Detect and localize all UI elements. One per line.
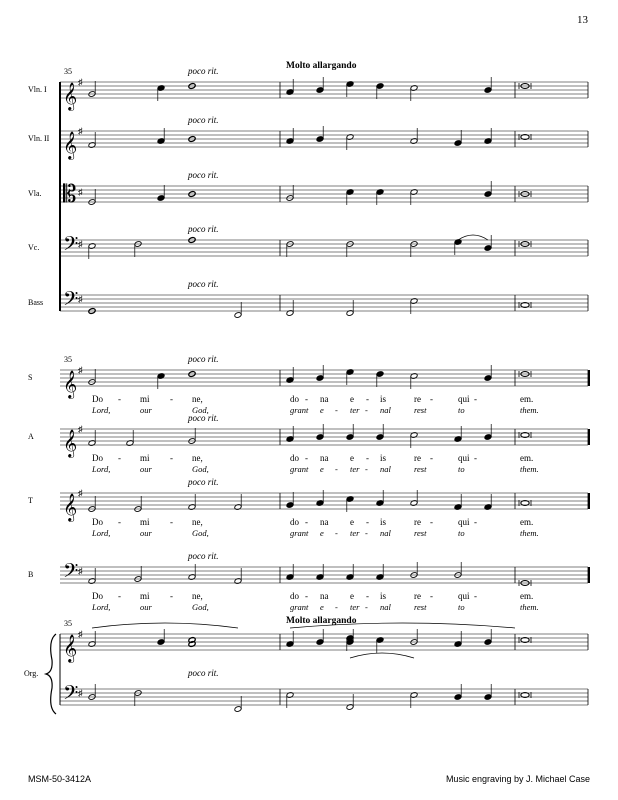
staff-bass-note bbox=[234, 312, 242, 319]
staff-vla-label: Vla. bbox=[28, 189, 42, 198]
staff-voice-s-lyric-latin: - bbox=[474, 394, 477, 404]
staff-voice-t-lyric-english: rest bbox=[414, 528, 427, 538]
staff-vc-clef-icon: 𝄢 bbox=[63, 234, 79, 260]
staff-vlni-label: Vln. I bbox=[28, 85, 47, 94]
staff-organ-treble-note bbox=[88, 641, 96, 648]
staff-vlnii-note bbox=[157, 138, 165, 145]
staff-vlnii-note bbox=[346, 134, 354, 141]
staff-voice-t-lyric-english: ter bbox=[350, 528, 360, 538]
staff-voice-a-note bbox=[484, 434, 492, 441]
staff-bass-breve-note bbox=[521, 303, 529, 308]
staff-voice-b-lyric-latin: qui bbox=[458, 591, 470, 601]
staff-vlni-note bbox=[346, 81, 354, 88]
staff-voice-a-lyric-english: nal bbox=[380, 464, 391, 474]
staff-voice-s-dynamic: poco rit. bbox=[188, 354, 219, 364]
staff-voice-s-lyric-latin: - bbox=[118, 394, 121, 404]
staff-organ-treble-clef-icon: 𝄞 bbox=[63, 636, 78, 662]
staff-voice-a-note bbox=[346, 434, 354, 441]
staff-voice-a-lyric-latin: do bbox=[290, 453, 299, 463]
staff-vlnii-sharp-icon: ♯ bbox=[78, 126, 83, 136]
staff-voice-t-breve-note bbox=[521, 501, 529, 506]
staff-vlnii-note bbox=[88, 142, 96, 149]
staff-voice-s-lyric-latin: na bbox=[320, 394, 329, 404]
staff-vc-label: Vc. bbox=[28, 243, 40, 252]
staff-voice-a-lyric-english: to bbox=[458, 464, 465, 474]
staff-voice-a-lyric-latin: - bbox=[366, 453, 369, 463]
staff-voice-a-lyric-latin: - bbox=[474, 453, 477, 463]
staff-voice-s-note bbox=[316, 375, 324, 382]
staff-voice-t-lyric-latin: qui bbox=[458, 517, 470, 527]
staff-voice-b-lyric-english: our bbox=[140, 602, 152, 612]
staff-voice-t-lyric-latin: is bbox=[380, 517, 387, 527]
staff-vlnii-note bbox=[484, 138, 492, 145]
staff-voice-a-lyric-english: rest bbox=[414, 464, 427, 474]
staff-voice-b-clef-icon: 𝄢 bbox=[63, 561, 79, 587]
staff-voice-s-note bbox=[484, 375, 492, 382]
staff-vlni-note bbox=[376, 83, 384, 90]
staff-voice-a-lyric-latin: em. bbox=[520, 453, 534, 463]
staff-voice-s-clef-icon: 𝄞 bbox=[63, 372, 78, 398]
staff-voice-a-lyric-english: grant bbox=[290, 464, 309, 474]
staff-voice-s-label: S bbox=[28, 373, 33, 382]
staff-vlnii-breve-note bbox=[521, 135, 529, 140]
staff-voice-a-lyric-latin: - bbox=[430, 453, 433, 463]
staff-vlnii-note bbox=[410, 138, 418, 145]
engraving-credit: Music engraving by J. Michael Case bbox=[445, 774, 590, 784]
staff-organ-bass-sharp-icon: ♯ bbox=[78, 688, 83, 698]
staff-voice-t-lyric-latin: na bbox=[320, 517, 329, 527]
staff-voice-a-lyric-english: God, bbox=[192, 464, 209, 474]
measure-number-voices: 35 bbox=[64, 355, 72, 364]
staff-bass-sharp-icon: ♯ bbox=[78, 294, 83, 304]
staff-voice-s-lyric-english: our bbox=[140, 405, 152, 415]
staff-voice-b-sharp-icon: ♯ bbox=[78, 566, 83, 576]
staff-voice-b-lyric-latin: e bbox=[350, 591, 354, 601]
staff-voice-b-lyric-english: e bbox=[320, 602, 324, 612]
staff-voice-a-note bbox=[316, 434, 324, 441]
staff-vlnii-label: Vln. II bbox=[28, 134, 50, 143]
staff-voice-t-lyric-latin: - bbox=[170, 517, 173, 527]
staff-voice-s-lyric-english: rest bbox=[414, 405, 427, 415]
staff-voice-b-lyric-latin: Do bbox=[92, 591, 103, 601]
staff-voice-b-note bbox=[376, 574, 384, 581]
staff-voice-b-dynamic: poco rit. bbox=[188, 551, 219, 561]
staff-voice-s-lyric-latin: mi bbox=[140, 394, 150, 404]
staff-voice-a-note bbox=[376, 434, 384, 441]
staff-voice-b-lyric-english: them. bbox=[520, 602, 539, 612]
staff-bass-note bbox=[410, 298, 418, 305]
staff-voice-s-lyric-latin: do bbox=[290, 394, 299, 404]
staff-vlni-dynamic: poco rit. bbox=[188, 66, 219, 76]
staff-vlni-note bbox=[286, 89, 294, 96]
staff-voice-t-lyric-latin: do bbox=[290, 517, 299, 527]
staff-voice-t-lyric-latin: Do bbox=[92, 517, 103, 527]
staff-voice-t-dynamic: poco rit. bbox=[188, 477, 219, 487]
staff-vlnii-note bbox=[286, 138, 294, 145]
staff-voice-t-lyric-latin: - bbox=[366, 517, 369, 527]
staff-voice-a-lyric-latin: - bbox=[170, 453, 173, 463]
score-static bbox=[286, 61, 357, 626]
page-number: 13 bbox=[577, 14, 588, 26]
staff-organ-treble-sharp-icon: ♯ bbox=[78, 629, 83, 639]
staff-vla-clef-icon: 𝄡 bbox=[63, 182, 77, 208]
staff-voice-b-lyric-latin: is bbox=[380, 591, 387, 601]
staff-vc-dynamic: poco rit. bbox=[188, 224, 219, 234]
staff-voice-s-note bbox=[410, 373, 418, 380]
staff-voice-b-note bbox=[286, 574, 294, 581]
staff-voice-a-lyric-english: e bbox=[320, 464, 324, 474]
staff-voice-t-lyric-english: nal bbox=[380, 528, 391, 538]
staff-organ-treble-breve-note bbox=[521, 638, 529, 643]
staff-voice-s-lyric-latin: is bbox=[380, 394, 387, 404]
staff-voice-a-sharp-icon: ♯ bbox=[78, 424, 83, 434]
staff-voice-s-lyric-english: - bbox=[335, 405, 338, 415]
staff-organ-treble-note bbox=[376, 637, 384, 644]
staff-vc-sharp-icon: ♯ bbox=[78, 239, 83, 249]
organ-brace bbox=[46, 634, 56, 714]
staff-organ-treble-note bbox=[316, 639, 324, 646]
staff-voice-t-note bbox=[346, 496, 354, 503]
staff-voice-t-lyric-english: God, bbox=[192, 528, 209, 538]
staff-voice-a-lyric-latin: re bbox=[414, 453, 421, 463]
measure-number-strings: 35 bbox=[64, 67, 72, 76]
staff-voice-s-lyric-latin: - bbox=[430, 394, 433, 404]
staff-voice-s-note bbox=[346, 369, 354, 376]
staff-voice-s-lyric-english: e bbox=[320, 405, 324, 415]
staff-voice-s-lyric-english: God, bbox=[192, 405, 209, 415]
staff-voice-a-lyric-latin: - bbox=[305, 453, 308, 463]
staff-voice-s-lyric-english: ter bbox=[350, 405, 360, 415]
staff-voice-s-lyric-english: - bbox=[365, 405, 368, 415]
staff-voice-t-lyric-latin: em. bbox=[520, 517, 534, 527]
staff-vlnii-note bbox=[316, 136, 324, 143]
staff-voice-b-note bbox=[316, 574, 324, 581]
staff-voice-a-clef-icon: 𝄞 bbox=[63, 431, 78, 457]
staff-voice-b-note bbox=[346, 574, 354, 581]
staff-voice-b-lyric-english: ter bbox=[350, 602, 360, 612]
organ-dynamic: poco rit. bbox=[188, 668, 219, 678]
staff-vlni-clef-icon: 𝄞 bbox=[63, 84, 78, 110]
staff-voice-s-lyric-latin: - bbox=[170, 394, 173, 404]
staff-organ-bass-note bbox=[286, 692, 294, 699]
staff-voice-a-lyric-latin: - bbox=[118, 453, 121, 463]
staff-voice-t-lyric-english: them. bbox=[520, 528, 539, 538]
staff-vlni-note bbox=[157, 85, 165, 92]
staff-voice-t-lyric-latin: - bbox=[430, 517, 433, 527]
staff-voice-b-lyric-english: - bbox=[365, 602, 368, 612]
tempo-marking-organ: Molto allargando bbox=[286, 616, 357, 626]
staff-voice-a-lyric-latin: Do bbox=[92, 453, 103, 463]
staff-voice-b-note bbox=[88, 578, 96, 585]
staff-voice-s-lyric-latin: Do bbox=[92, 394, 103, 404]
staff-voice-b-lyric-english: grant bbox=[290, 602, 309, 612]
staff-vlnii-note bbox=[454, 140, 462, 147]
staff-voice-b-lyric-english: God, bbox=[192, 602, 209, 612]
staff-voice-t-note bbox=[484, 504, 492, 511]
staff-voice-b-lyric-latin: re bbox=[414, 591, 421, 601]
staff-vlni-sharp-icon: ♯ bbox=[78, 77, 83, 87]
staff-voice-a-note bbox=[286, 436, 294, 443]
staff-vla-dynamic: poco rit. bbox=[188, 170, 219, 180]
staff-bass-label: Bass bbox=[28, 298, 44, 307]
staff-vlni-note bbox=[484, 87, 492, 94]
staff-voice-t-lyric-english: e bbox=[320, 528, 324, 538]
staff-voice-b-lyric-latin: - bbox=[366, 591, 369, 601]
staff-voice-s-lyric-english: Lord, bbox=[92, 405, 111, 415]
staff-voice-a-lyric-latin: is bbox=[380, 453, 387, 463]
staff-organ-bass-clef-icon: 𝄢 bbox=[63, 683, 79, 709]
staff-vlnii-clef-icon: 𝄞 bbox=[63, 133, 78, 159]
staff-voice-t-lyric-english: to bbox=[458, 528, 465, 538]
staff-voice-t-lyric-english: - bbox=[365, 528, 368, 538]
staff-voice-a-lyric-english: our bbox=[140, 464, 152, 474]
staff-voice-s-lyric-latin: - bbox=[305, 394, 308, 404]
staff-vla-note bbox=[376, 189, 384, 196]
catalog-number: MSM-50-3412A bbox=[28, 774, 92, 784]
staff-voice-a-lyric-english: - bbox=[335, 464, 338, 474]
staff-organ-bass-note bbox=[234, 706, 242, 713]
slur bbox=[350, 653, 414, 658]
staff-vlnii-dynamic: poco rit. bbox=[188, 115, 219, 125]
staff-voice-a-lyric-english: - bbox=[365, 464, 368, 474]
staff-voice-t-note bbox=[316, 500, 324, 507]
staff-voice-s-lyric-latin: e bbox=[350, 394, 354, 404]
staff-organ-label: Org. bbox=[24, 669, 39, 678]
staff-voice-t-lyric-english: - bbox=[335, 528, 338, 538]
staff-voice-s-lyric-latin: qui bbox=[458, 394, 470, 404]
staff-voice-a-lyric-english: ter bbox=[350, 464, 360, 474]
staff-organ-treble-note bbox=[454, 641, 462, 648]
staff-voice-b-lyric-latin: - bbox=[474, 591, 477, 601]
staff-voice-s-lyric-english: nal bbox=[380, 405, 391, 415]
staff-voice-b-lyric-latin: - bbox=[305, 591, 308, 601]
staff-voice-a-lyric-latin: qui bbox=[458, 453, 470, 463]
staff-voice-a-lyric-latin: ne, bbox=[192, 453, 203, 463]
staff-voice-s-lyric-latin: ne, bbox=[192, 394, 203, 404]
staff-vla-sharp-icon: ♯ bbox=[78, 187, 83, 197]
staff-vlni-note bbox=[410, 85, 418, 92]
staff-voice-t-lyric-english: Lord, bbox=[92, 528, 111, 538]
staff-voice-s-note bbox=[157, 373, 165, 380]
staff-voice-s-lyric-english: them. bbox=[520, 405, 539, 415]
staff-voice-b-lyric-english: - bbox=[335, 602, 338, 612]
staff-voice-t-lyric-latin: e bbox=[350, 517, 354, 527]
slur bbox=[92, 623, 238, 628]
staff-voice-t-note bbox=[376, 500, 384, 507]
staff-voice-t-note bbox=[286, 502, 294, 509]
staff-bass-clef-icon: 𝄢 bbox=[63, 289, 79, 315]
staff-voice-a-lyric-latin: mi bbox=[140, 453, 150, 463]
staff-organ-treble-note bbox=[157, 639, 165, 646]
staff-organ-bass-note bbox=[346, 704, 354, 711]
staff-voice-t-note bbox=[234, 504, 242, 511]
staff-vc-note bbox=[88, 243, 96, 250]
staff-voice-t-lyric-latin: ne, bbox=[192, 517, 203, 527]
staff-voice-b-lyric-english: nal bbox=[380, 602, 391, 612]
staff-voice-s-lyric-latin: re bbox=[414, 394, 421, 404]
staff-voice-a-note bbox=[126, 440, 134, 447]
staff-voice-t-lyric-latin: - bbox=[474, 517, 477, 527]
staff-voice-a-lyric-english: Lord, bbox=[92, 464, 111, 474]
staff-voice-s-sharp-icon: ♯ bbox=[78, 365, 83, 375]
staff-voice-a-lyric-english: them. bbox=[520, 464, 539, 474]
staff-organ-bass-note bbox=[484, 694, 492, 701]
staff-voice-a-dynamic: poco rit. bbox=[188, 413, 219, 423]
staff-voice-b-lyric-latin: - bbox=[170, 591, 173, 601]
staff-voice-b-lyric-latin: - bbox=[118, 591, 121, 601]
staff-voice-b-lyric-latin: ne, bbox=[192, 591, 203, 601]
staff-voice-b-label: B bbox=[28, 570, 34, 579]
staff-voice-t-note bbox=[410, 500, 418, 507]
staff-bass-note bbox=[346, 310, 354, 317]
staff-voice-t-lyric-latin: re bbox=[414, 517, 421, 527]
staff-voice-t-lyric-latin: - bbox=[305, 517, 308, 527]
staff-voice-a-note bbox=[410, 432, 418, 439]
staff-voice-b-lyric-english: rest bbox=[414, 602, 427, 612]
staff-voice-t-lyric-english: grant bbox=[290, 528, 309, 538]
staff-organ-treble-note bbox=[484, 639, 492, 646]
staff-voice-t-label: T bbox=[28, 496, 33, 505]
staff-organ-bass-note bbox=[454, 694, 462, 701]
tempo-marking-strings: Molto allargando bbox=[286, 61, 357, 71]
staff-voice-b-lyric-latin: mi bbox=[140, 591, 150, 601]
staff-organ-bass-note bbox=[410, 692, 418, 699]
staff-vla-note bbox=[484, 191, 492, 198]
staff-voice-b-lyric-english: to bbox=[458, 602, 465, 612]
staff-voice-t-lyric-latin: - bbox=[118, 517, 121, 527]
staff-voice-a-label: A bbox=[28, 432, 34, 441]
staff-organ-bass-breve-note bbox=[521, 693, 529, 698]
staff-vla-note bbox=[157, 195, 165, 202]
measure-number-organ: 35 bbox=[64, 619, 72, 628]
staff-bass-dynamic: poco rit. bbox=[188, 279, 219, 289]
staff-voice-s-lyric-english: to bbox=[458, 405, 465, 415]
slur bbox=[458, 235, 488, 240]
staff-voice-b-lyric-latin: em. bbox=[520, 591, 534, 601]
staff-vlni-note bbox=[316, 87, 324, 94]
staff-voice-s-lyric-english: grant bbox=[290, 405, 309, 415]
staff-voice-b-lyric-english: Lord, bbox=[92, 602, 111, 612]
staff-voice-t-sharp-icon: ♯ bbox=[78, 488, 83, 498]
staff-voice-t-clef-icon: 𝄞 bbox=[63, 495, 78, 521]
staff-vla-note bbox=[346, 189, 354, 196]
staff-vc-note bbox=[484, 245, 492, 252]
staff-voice-a-breve-note bbox=[521, 433, 529, 438]
staff-bass-note bbox=[286, 310, 294, 317]
staff-voice-s-note bbox=[286, 377, 294, 384]
staff-voice-s-lyric-latin: em. bbox=[520, 394, 534, 404]
staff-voice-a-lyric-latin: na bbox=[320, 453, 329, 463]
staff-voice-a-note bbox=[454, 436, 462, 443]
staff-voice-b-lyric-latin: do bbox=[290, 591, 299, 601]
staff-voice-t-note bbox=[188, 504, 196, 511]
staff-voice-b-note bbox=[234, 578, 242, 585]
staff-organ-treble-note bbox=[286, 641, 294, 648]
staff-voice-t-lyric-english: our bbox=[140, 528, 152, 538]
staff-voice-b-lyric-latin: - bbox=[430, 591, 433, 601]
staff-voice-a-note bbox=[88, 440, 96, 447]
staff-voice-b-lyric-latin: na bbox=[320, 591, 329, 601]
staff-voice-s-lyric-latin: - bbox=[366, 394, 369, 404]
staff-voice-t-note bbox=[454, 504, 462, 511]
staff-voice-a-lyric-latin: e bbox=[350, 453, 354, 463]
staff-voice-s-note bbox=[376, 371, 384, 378]
staff-vla-note bbox=[410, 189, 418, 196]
staff-voice-t-lyric-latin: mi bbox=[140, 517, 150, 527]
staff-voice-b-note bbox=[188, 574, 196, 581]
